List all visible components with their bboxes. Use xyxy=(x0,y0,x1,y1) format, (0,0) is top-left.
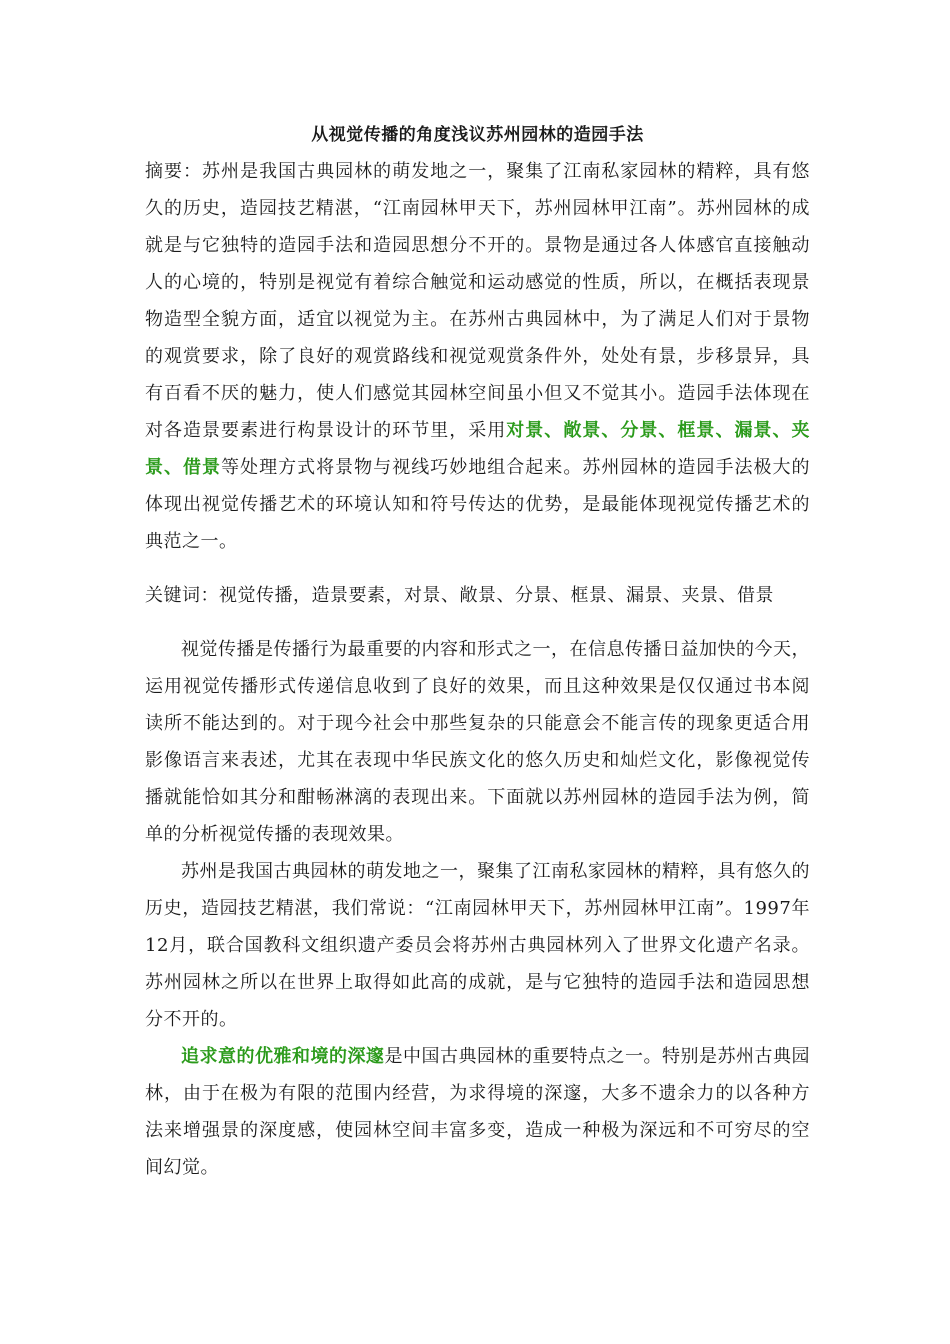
paragraph-3-text: 是中国古典园林的重要特点之一。特别是苏州古典园林，由于在极为有限的范围内经营，为求得境的深邃，大多不遗余力的以各种方法来增强景的深度感，使园林空间丰富多变，造成一种极为深远和不可穷尽的空间幻觉。 xyxy=(145,1046,810,1178)
keywords-text: 视觉传播，造景要素，对景、敞景、分景、框景、漏景、夹景、借景 xyxy=(219,585,774,606)
body-paragraph-1: 视觉传播是传播行为最重要的内容和形式之一，在信息传播日益加快的今天，运用视觉传播形式传递信息收到了良好的效果，而且这种效果是仅仅通过书本阅读所不能达到的。对于现今社会中那些复杂的只能意会不能言传的现象更适合用影像语言来表述，尤其在表现中华民族文化的悠久历史和灿烂文化，影像视觉传播就能恰如其分和酣畅淋漓的表现出来。下面就以苏州园林的造园手法为例，简单的分析视觉传播的表现效果。 xyxy=(145,639,810,845)
abstract-text-after: 等处理方式将景物与视线巧妙地组合起来。苏州园林的造园手法极大的体现出视觉传播艺术的环境认知和符号传达的优势，是最能体现视觉传播艺术的典范之一。 xyxy=(145,457,811,552)
abstract-paragraph xyxy=(145,153,810,560)
body-paragraph-3 xyxy=(145,1038,810,1186)
abstract-highlight: 对景、敞景、分景、框景、漏景、夹景、借景 xyxy=(145,420,811,478)
document-title: 从视觉传播的角度浅议苏州园林的造园手法 xyxy=(311,125,644,145)
document-page xyxy=(145,118,810,1186)
abstract-text-before: 苏州是我国古典园林的萌发地之一，聚集了江南私家园林的精粹，具有悠久的历史，造园技艺精湛，“江南园林甲天下，苏州园林甲江南”。苏州园林的成就是与它独特的造园手法和造园思想分不开的。景物是通过各人体感官直接触动人的心境的，特别是视觉有着综合触觉和运动感觉的性质，所以，在概括表现景物造型全貌方面，适宜以视觉为主。在苏州古典园林中，为了满足人们对于景物的观赏要求，除了良好的观赏路线和视觉观赏条件外，处处有景，步移景异，具有百看不厌的魅力，使人们感觉其园林空间虽小但又不觉其小。造园手法体现在对各造景要素进行构景设计的环节里，采用 xyxy=(145,161,810,441)
abstract-label: 摘要： xyxy=(145,161,203,182)
body-paragraph-2: 苏州是我国古典园林的萌发地之一，聚集了江南私家园林的精粹，具有悠久的历史，造园技艺精湛，我们常说：“江南园林甲天下，苏州园林甲江南”。1997年12月，联合国教科文组织遗产委员会将苏州古典园林列入了世界文化遗产名录。苏州园林之所以在世界上取得如此高的成就，是与它独特的造园手法和造园思想分不开的。 xyxy=(145,861,810,1030)
keywords-label: 关键词： xyxy=(145,585,219,606)
keywords-paragraph xyxy=(145,577,810,614)
paragraph-3-highlight: 追求意的优雅和境的深邃 xyxy=(181,1046,385,1067)
